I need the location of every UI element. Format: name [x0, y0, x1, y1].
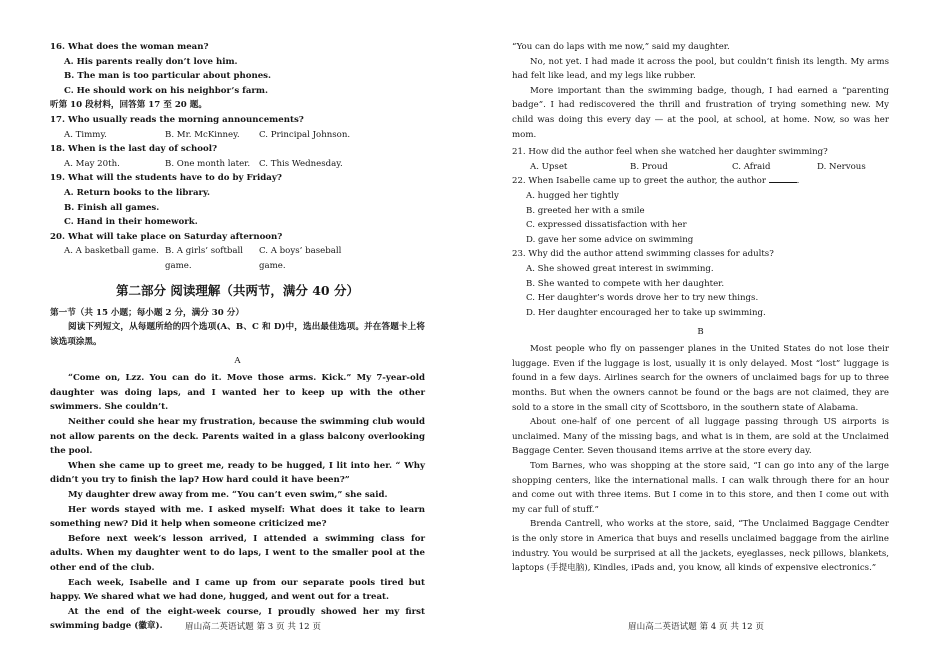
- passage-a-paragraph: “Come on, Lzz. You can do it. Move those arms. Kick.” My 7-year-old daughter was doing laps, and I wanted her to keep up with the other swimmers. She couldn’t.: [50, 373, 425, 413]
- question-17-options: [50, 128, 425, 143]
- question-20-options: [50, 244, 425, 273]
- question-19-option-c: C. Hand in their homework.: [64, 217, 198, 228]
- question-18-option-c: C. This Wednesday.: [259, 158, 343, 169]
- passage-a-paragraph: When she came up to greet me, ready to be hugged, I lit into her. “ Why didn’t you try to finish the lap? How hard could it have been?”: [50, 460, 425, 486]
- question-23-option-b: B. She wanted to compete with her daughter.: [526, 278, 725, 289]
- question-18-stem: 18. When is the last day of school?: [50, 144, 218, 155]
- reading-instructions: 阅读下列短文，从每题所给的四个选项(A、B、C 和 D)中，选出最佳选项。并在答题卡上将该选项涂黑。: [50, 322, 425, 347]
- question-17-stem: 17. Who usually reads the morning announcements?: [50, 114, 304, 125]
- question-23-option-c: C. Her daughter’s words drove her to try new things.: [526, 293, 759, 304]
- question-16-option-b: B. The man is too particular about phones.: [64, 71, 271, 82]
- passage-a-paragraph: Her words stayed with me. I asked myself: What does it take to learn something new? Did it help when someone criticized me?: [50, 504, 425, 530]
- question-23-option-a: A. She showed great interest in swimming.: [526, 263, 714, 274]
- question-18-option-a: A. May 20th.: [64, 158, 120, 169]
- question-23-stem: 23. Why did the author attend swimming classes for adults?: [512, 249, 774, 260]
- question-22-stem: 22. When Isabelle came up to greet the author, the author: [512, 176, 766, 187]
- question-22-option-a: A. hugged her tightly: [526, 190, 619, 201]
- left-page-footer: 眉山高二英语试题 第 3 页 共 12 页: [185, 622, 321, 632]
- passage-a-continued: “You can do laps with me now,” said my daughter.: [512, 42, 730, 52]
- question-19-stem: 19. What will the students have to do by Friday?: [50, 173, 282, 184]
- question-21-stem: 21. How did the author feel when she watched her daughter swimming?: [512, 147, 828, 158]
- passage-b-paragraph: About one-half of one percent of all luggage passing through US airports is unclaimed. Many of the missing bags, and what is in them, are sold at the Unclaimed Baggage Center. Seven thousand items arrive at the store every day.: [512, 417, 889, 457]
- question-19-option-a: A. Return books to the library.: [64, 187, 211, 198]
- passage-a-label: A: [234, 356, 241, 367]
- question-21-option-b: B. Proud: [630, 161, 668, 172]
- question-21-options: [512, 160, 889, 175]
- passage-b-paragraph: Most people who fly on passenger planes in the United States do not lose their luggage. Even if the luggage is lost, usually it is only delayed. Most “lost” luggage is found in a few days. Airlines search for the owners of unclaimed bags for up to three months. But when the owners cannot be found or the bags are not claimed, they are sold to a store in the small city of Scottsboro, in the southern state of Alabama.: [512, 344, 889, 413]
- question-16-option-c: C. He should work on his neighbor’s farm.: [64, 85, 269, 96]
- passage-b-paragraph: Tom Barnes, who was shopping at the store said, “I can go into any of the large shopping centers, like the international malls. I can walk through there for an hour and come out with three items. But I come in to this store, and then I come out with my car full of stuff.”: [512, 461, 889, 515]
- part-2-title: 第二部分 阅读理解（共两节，满分 40 分）: [116, 282, 359, 298]
- question-21-option-d: D. Nervous: [817, 161, 866, 172]
- question-22-option-d: D. gave her some advice on swimming: [526, 234, 694, 245]
- passage-a-paragraph: Each week, Isabelle and I came up from our separate pools tired but happy. We shared what we had done, hugged, and went out for a treat.: [50, 577, 425, 603]
- passage-a-continued: No, not yet. I had made it across the pool, but couldn’t finish its length. My arms had felt like lead, and my legs like rubber.: [512, 56, 889, 82]
- passage-a-continued: More important than the swimming badge, though, I had earned a “parenting badge”. I had rediscovered the thrill and frustration of trying something new. My child was doing this every day — at the pool, at school, at home. Now, so was her mom.: [512, 85, 889, 140]
- right-page: [512, 40, 889, 576]
- section-1-title: 第一节（共 15 小题；每小题 2 分，满分 30 分）: [50, 307, 244, 318]
- passage-b-label: B: [697, 327, 704, 338]
- question-18-options: [50, 157, 425, 172]
- passage-a-paragraph: Before next week’s lesson arrived, I attended a swimming class for adults. When my daughter went to do laps, I went to the smaller pool at the other end of the club.: [50, 533, 425, 573]
- question-23-option-d: D. Her daughter encouraged her to take up swimming.: [526, 307, 766, 318]
- question-17-option-c: C. Principal Johnson.: [259, 129, 351, 140]
- passage-a-paragraph: My daughter drew away from me. “You can’t even swim,” she said.: [68, 490, 388, 501]
- question-21-option-c: C. Afraid: [732, 161, 771, 172]
- question-16-option-a: A. His parents really don’t love him.: [64, 56, 238, 67]
- question-22-line: 22. When Isabelle came up to greet the author, the author .: [512, 176, 800, 187]
- question-20-option-a: A. A basketball game.: [64, 246, 159, 257]
- question-20-option-b: B. A girls’ softball game.: [165, 246, 244, 271]
- question-17-option-a: A. Timmy.: [64, 129, 107, 140]
- passage-b-paragraph: Brenda Cantrell, who works at the store, said, “The Unclaimed Baggage Cendter is the only store in America that buys and resells unclaimed baggage from the airline industry. You would be surprised at all the jackets, eyeglasses, neck pillows, blankets, laptops (手提电脑), Kindles, iPads and, you know, all kinds of expensive electronics.”: [512, 519, 889, 574]
- question-21-option-a: A. Upset: [530, 161, 568, 172]
- answer-blank: [769, 174, 797, 183]
- right-page-footer: 眉山高二英语试题 第 4 页 共 12 页: [628, 622, 764, 632]
- material-10-heading: 听第 10 段材料，回答第 17 至 20 题。: [50, 100, 207, 111]
- question-20-stem: 20. What will take place on Saturday afternoon?: [50, 231, 283, 242]
- question-16-stem: 16. What does the woman mean?: [50, 42, 209, 52]
- passage-a-paragraph: Neither could she hear my frustration, because the swimming club would not allow parents on the deck. Parents waited in a glass balcony overlooking the pool.: [50, 417, 425, 457]
- question-17-option-b: B. Mr. McKinney.: [165, 129, 240, 140]
- question-22-option-b: B. greeted her with a smile: [526, 205, 645, 216]
- question-19-option-b: B. Finish all games.: [64, 202, 160, 213]
- question-18-option-b: B. One month later.: [165, 158, 251, 169]
- passage-a-paragraph: At the end of the eight-week course, I proudly showed her my first swimming badge (徽章).: [50, 606, 425, 632]
- question-20-option-c: C. A boys’ baseball game.: [259, 246, 342, 271]
- question-22-option-c: C. expressed dissatisfaction with her: [526, 220, 687, 231]
- left-page: [50, 40, 425, 634]
